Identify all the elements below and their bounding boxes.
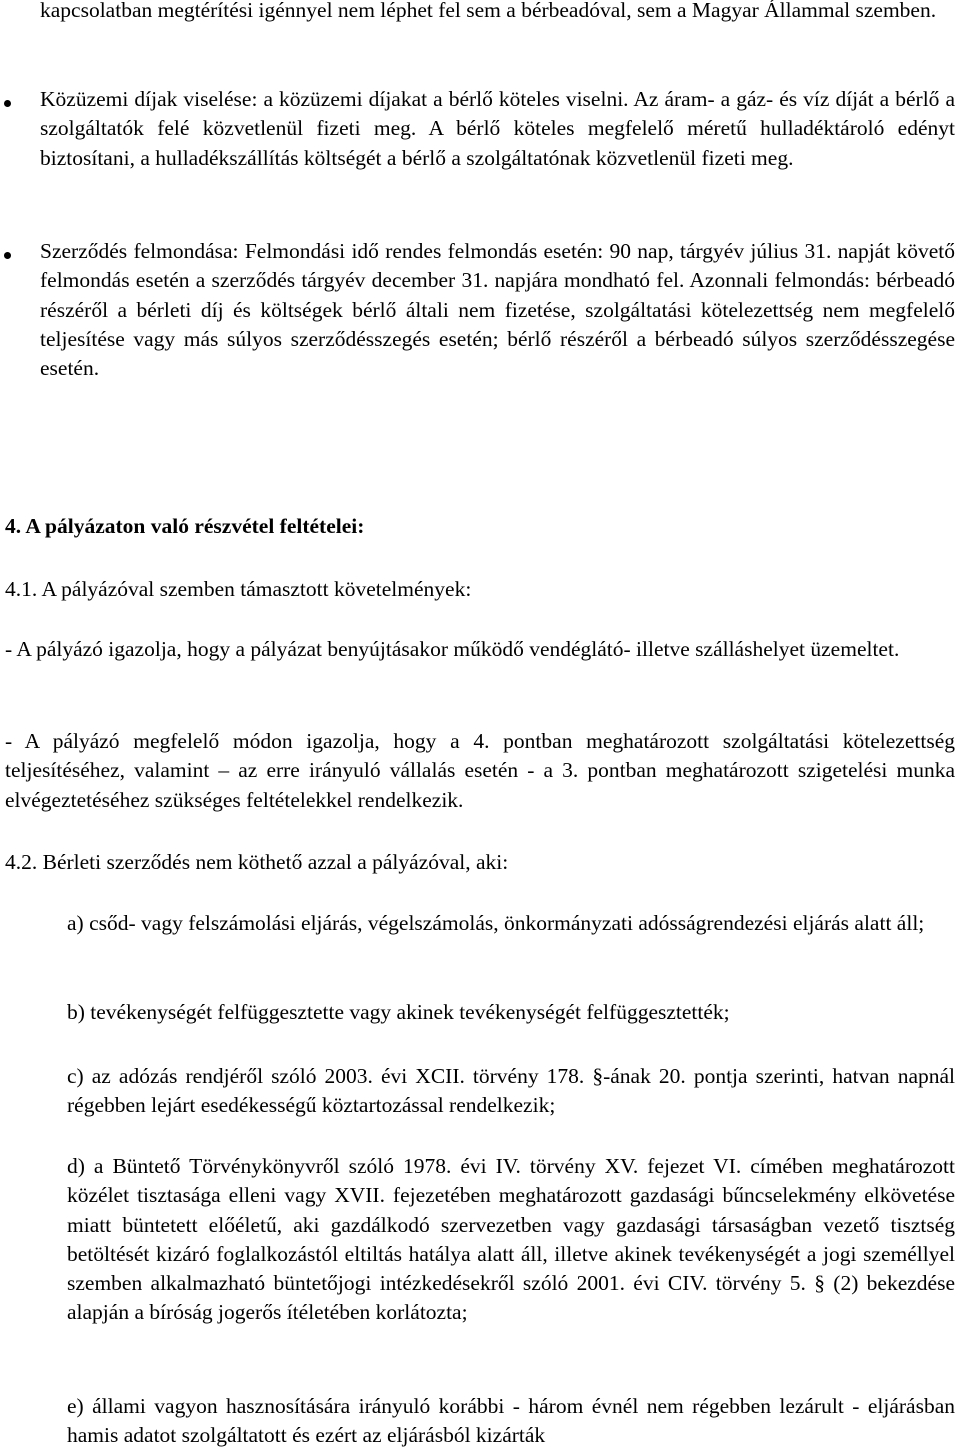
exclusion-item-a: a) csőd- vagy felszámolási eljárás, végelszámolás, önkormányzati adósságrendezési eljárás alatt áll; xyxy=(67,911,925,935)
exclusion-item-e: e) állami vagyon hasznosítására irányuló korábbi - három évnél nem régebben lezárult - eljárásban hamis adatot szolgáltatott és ezért az eljárásból kizárták xyxy=(67,1394,955,1448)
bullet-termination: Szerződés felmondása: Felmondási idő rendes felmondás esetén: 90 nap, tárgyév július 31. napját követő felmondás esetén a szerződés tárgyév december 31. napjára mondható fel. Azonnali felmondás: bérbeadó részéről a bérleti díj és költségek bérlő általi nem fizetése, szolgáltatási kötelezettség nem megfelelő teljesítése vagy más súlyos szerződésszegés esetén; bérlő részéről a bérbeadó súlyos szerződésszegése esetén. xyxy=(40,239,955,381)
section-heading: 4. A pályázaton való részvétel feltételei: xyxy=(5,514,365,538)
bullet-utilities: Közüzemi díjak viselése: a közüzemi díjakat a bérlő köteles viselni. Az áram- a gáz- és víz díját a bérlő a szolgáltatók felé közvetlenül fizeti meg. A bérlő köteles megfelelő méretű hulladéktároló edényt biztosítani, a hulladékszállítás költségét a bérlő a szolgáltatónak közvetlenül fizeti meg. xyxy=(40,87,955,170)
subsection-4-1: 4.1. A pályázóval szemben támasztott követelmények: xyxy=(5,577,472,601)
requirement-1: - A pályázó igazolja, hogy a pályázat benyújtásakor működő vendéglátó- illetve szálláshelyet üzemeltet. xyxy=(5,637,900,661)
bullet-icon xyxy=(4,100,11,107)
subsection-4-2: 4.2. Bérleti szerződés nem köthető azzal a pályázóval, aki: xyxy=(5,850,509,874)
exclusion-item-c: c) az adózás rendjéről szóló 2003. évi XCII. törvény 178. §-ának 20. pontja szerinti, hatvan napnál régebben lejárt esedékességű köztartozással rendelkezik; xyxy=(67,1064,955,1118)
continuation-paragraph: kapcsolatban megtérítési igénnyel nem léphet fel sem a bérbeadóval, sem a Magyar Állammal szemben. xyxy=(40,0,937,22)
exclusion-item-d: d) a Büntető Törvénykönyvről szóló 1978. évi IV. törvény XV. fejezet VI. címében meghatározott közélet tisztasága elleni vagy XVII. fejezetében meghatározott gazdasági bűncselekmény elkövetése miatt büntetett előéletű, aki gazdálkodó szervezetben vagy gazdasági társaságban vezető tisztség betöltését kizáró foglalkozástól eltiltás hatálya alatt áll, illetve akinek tevékenységét a jogi személlyel szemben alkalmazható büntetőjogi intézkedésekről szóló 2001. évi CIV. törvény 5. § (2) bekezdése alapján a bíróság jogerős ítéletében korlátozta; xyxy=(67,1154,955,1325)
requirement-2: - A pályázó megfelelő módon igazolja, hogy a 4. pontban meghatározott szolgáltatási kötelezettség teljesítéséhez, valamint – az erre irányuló vállalás esetén - a 3. pontban meghatározott szigetelési munka elvégeztetéséhez szükséges feltételekkel rendelkezik. xyxy=(5,729,955,812)
exclusion-item-b: b) tevékenységét felfüggesztette vagy akinek tevékenységét felfüggesztették; xyxy=(67,1000,730,1024)
bullet-icon xyxy=(4,252,11,259)
